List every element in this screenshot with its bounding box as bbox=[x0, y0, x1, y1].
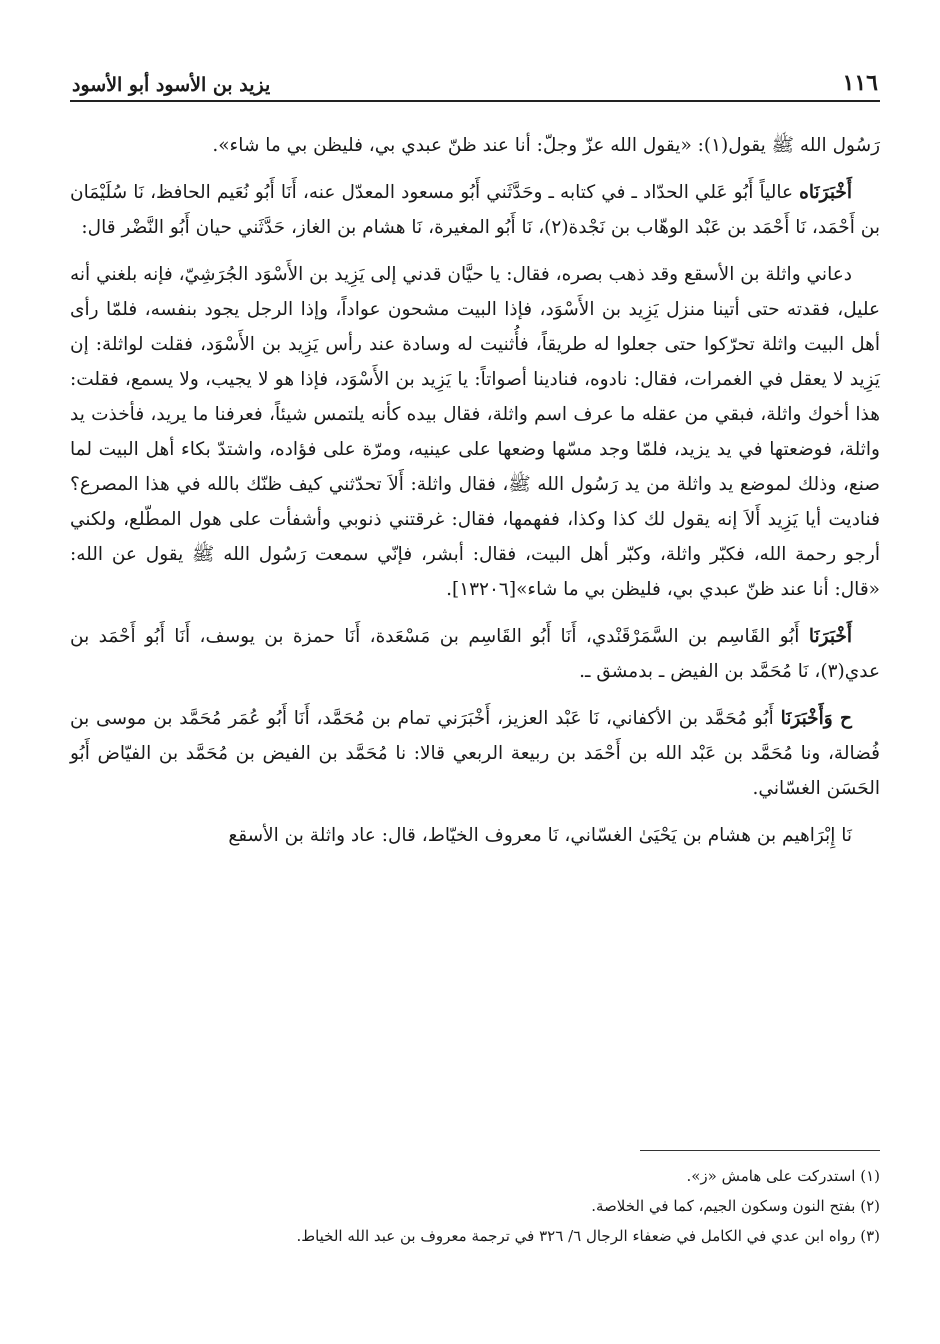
paragraph-4 bbox=[70, 619, 880, 689]
paragraph-2-lead: أَخْبَرَنَاه bbox=[799, 182, 852, 203]
paragraph-3 bbox=[70, 257, 880, 607]
paragraph-4-text: أَبُو القَاسِم بن السَّمَرْقَنْدي، أَنَا أَبُو القَاسِم بن مَسْعَدة، أَنَا حمزة بن يوسف، أَنَا أَبُو أَحْمَد بن عدي(٣)، نَا مُحَمَّد بن الفيض ـ بدمشق ـ. bbox=[70, 626, 880, 682]
footnotes bbox=[70, 1150, 880, 1251]
header-rule bbox=[70, 100, 880, 102]
footnote-2: (٢) بفتح النون وسكون الجيم، كما في الخلاصة. bbox=[591, 1197, 880, 1215]
paragraph-5 bbox=[70, 701, 880, 806]
paragraph-3-text: دعاني واثلة بن الأسقع وقد ذهب بصره، فقال: يا حيَّان قدني إلى يَزِيد بن الأَسْوَد الجُرَشِيّ، فإنه بلغني أنه عليل، فقدته حتى أتينا منزل يَزِيد بن الأَسْوَد، فإذا البيت مشحون عواداً، وإذا الرجل يجود بنفسه، فلمّا رأى أهل البيت واثلة تحرّكوا حتى جعلوا له طريقاً، فأُثنيت له وسادة عند رأس يَزِيد بن الأَسْوَد، فقلت لواثلة: إن يَزِيد لا يعقل في الغمرات، فقال: نادوه، فنادينا أصواتاً: يا يَزِيد بن الأَسْوَد، فإذا هو لا يجيب، ولا يسمع، فقلت: هذا أخوك واثلة، فبقي من عقله ما عرف اسم واثلة، فقال بيده كأنه يلتمس شيئاً، فعرفنا ما يريد، فأخذت يد واثلة، فوضعتها في يد يزيد، فلمّا وجد مسّها وضعها على عينيه، ومرّة على فؤاده، واشتدّ بكاء أهل البيت لما صنع، وذلك لموضع يد واثلة من يد رَسُول الله ﷺ، فقال واثلة: أَلاَ تحدّثني كيف ظنّك بالله في هذا المصرع؟ فناديت أيا يَزِيد أَلاَ إنه يقول لك كذا وكذا، ففهمها، فقال: غرقتني ذنوبي وأشفأت على هول المطّلع، ولكني أرجو رحمة الله، فكبّر واثلة، وكبّر أهل البيت، فقال: أبشر، فإنّي سمعت رَسُول الله ﷺ يقول عن الله: «قال: أنا عند ظنّ عبدي بي، فليظن بي ما شاء»[١٣٢٠٦]. bbox=[69, 264, 880, 600]
body-text bbox=[70, 128, 880, 853]
paragraph-1 bbox=[70, 128, 880, 163]
paragraph-4-lead: أَخْبَرَنَا bbox=[808, 626, 852, 647]
footnote-3: (٣) رواه ابن عدي في الكامل في ضعفاء الرجال ٦/ ٣٢٦ في ترجمة معروف بن عبد الله الخياط. bbox=[296, 1227, 880, 1245]
page-number: ١١٦ bbox=[842, 70, 878, 96]
paragraph-6 bbox=[70, 818, 880, 853]
book-page bbox=[70, 60, 880, 865]
running-head: يزيد بن الأسود أبو الأسود bbox=[72, 74, 271, 96]
paragraph-2-text: عالياً أَبُو عَلي الحدّاد ـ في كتابه ـ وحَدَّثَني أَبُو مسعود المعدّل عنه، أَنَا أَبُو نُعَيم الحافظ، نَا سُلَيْمَان بن أَحْمَد، نَا أَحْمَد بن عَبْد الوهّاب بن نَجْدة(٢)، نَا أَبُو المغيرة، نَا هشام بن الغاز، حَدَّثَني حيان أَبُو النَّضْر قال: bbox=[70, 182, 880, 238]
page-header bbox=[70, 60, 880, 96]
paragraph-1-text: رَسُول الله ﷺ يقول(١): «يقول الله عزّ وجلّ: أنا عند ظنّ عبدي بي، فليظن بي ما شاء». bbox=[212, 135, 880, 156]
footnote-rule bbox=[640, 1150, 880, 1151]
paragraph-5-lead: ح وَأَخْبَرَنَا bbox=[780, 708, 852, 729]
paragraph-6-text: نَا إِبْرَاهيم بن هشام بن يَحْيَىٰ الغسّاني، نَا معروف الخيّاط، قال: عاد واثلة بن الأسقع bbox=[228, 825, 852, 846]
paragraph-2 bbox=[70, 175, 880, 245]
footnote-1: (١) استدركت على هامش «ز». bbox=[686, 1167, 880, 1185]
paragraph-5-text: أَبُو مُحَمَّد بن الأكفاني، نَا عَبْد العزيز، أَخْبَرَني تمام بن مُحَمَّد، أَنَا أَبُو عُمَر مُحَمَّد بن موسى بن فُضالة، ونا مُحَمَّد بن عَبْد الله بن أَحْمَد بن ربيعة الربعي قالا: نا مُحَمَّد بن الفيض بن مُحَمَّد بن الفيّاض أَبُو الحَسَن الغسّاني. bbox=[70, 708, 880, 799]
